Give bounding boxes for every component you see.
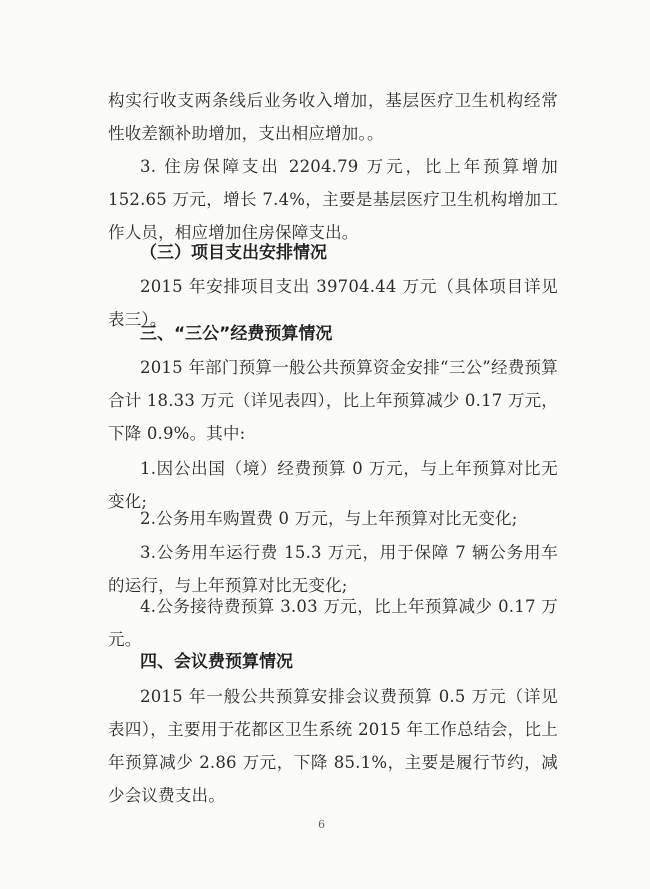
page-number: 6 (318, 818, 325, 831)
heading-three-public-expenses: 三、“三公”经费预算情况 (140, 324, 333, 344)
paragraph-project-expenditure: 2015 年安排项目支出 39704.44 万元（具体项目详见表三）。 (108, 277, 558, 329)
paragraph-vehicle-purchase: 2.公务用车购置费 0 万元，与上年预算对比无变化; (140, 509, 518, 528)
paragraph-overseas-travel: 1.因公出国（境）经费预算 0 万元，与上年预算对比无变化; (108, 459, 558, 511)
paragraph-meeting-expenses: 2015 年一般公共预算安排会议费预算 0.5 万元（详见表四），主要用于花都区卫生系统 2015 年工作总结会，比上年预算减少 2.86 万元，下降 85.1%，主要是履行节约，减少会议费支出。 (108, 687, 558, 805)
heading-project-expenditure: （三）项目支出安排情况 (140, 243, 327, 263)
heading-meeting-expenses: 四、会议费预算情况 (140, 652, 293, 672)
paragraph-housing-expenditure: 3. 住房保障支出 2204.79 万元，比上年预算增加 152.65 万元，增长 7.4%，主要是基层医疗卫生机构增加工作人员，相应增加住房保障支出。 (108, 157, 558, 242)
paragraph-vehicle-operation: 3.公务用车运行费 15.3 万元，用于保障 7 辆公务用车的运行，与上年预算对比无变化; (108, 543, 558, 595)
paragraph-continuation: 构实行收支两条线后业务收入增加，基层医疗卫生机构经常性收差额补助增加，支出相应增加。。 (108, 91, 558, 143)
paragraph-reception: 4.公务接待费预算 3.03 万元，比上年预算减少 0.17 万元。 (108, 597, 558, 649)
paragraph-three-public-total: 2015 年部门预算一般公共预算资金安排“三公”经费预算合计 18.33 万元（详见表四），比上年预算减少 0.17 万元，下降 0.9%。其中: (108, 358, 559, 443)
